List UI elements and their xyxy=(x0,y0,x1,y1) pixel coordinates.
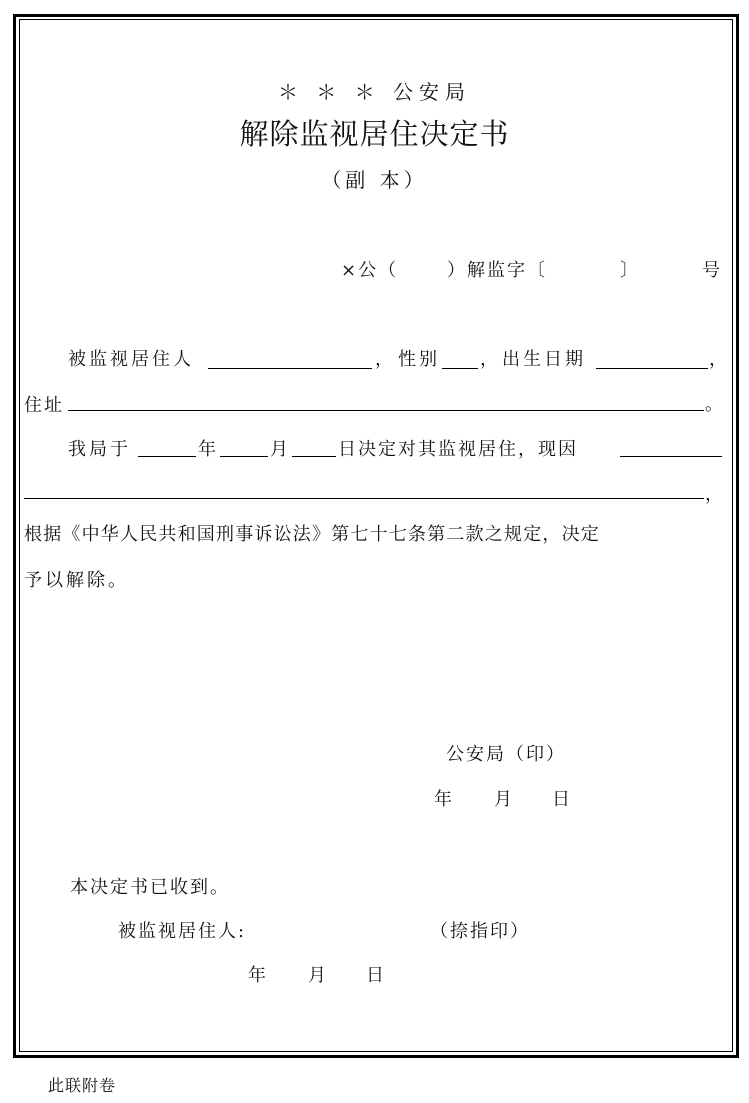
address-label: 住址 xyxy=(24,395,64,416)
year-blank xyxy=(138,456,196,457)
receipt-day: 日 xyxy=(366,965,384,986)
copy-label: （副 本） xyxy=(321,168,428,192)
doc-number-prefix: ×公（ xyxy=(341,260,399,281)
receipt-text: 本决定书已收到。 xyxy=(70,877,230,898)
conclusion-text: 予以解除。 xyxy=(24,570,129,591)
doc-number-close: 〕 xyxy=(620,260,638,281)
comma: ， xyxy=(709,349,727,370)
signature-year: 年 xyxy=(434,789,452,810)
document-title: 解除监视居住决定书 xyxy=(239,117,510,151)
fingerprint-label: （捺指印） xyxy=(430,921,530,942)
gender-label: 性别 xyxy=(398,349,440,370)
birth-date-blank xyxy=(596,368,708,369)
seal-label: 公安局（印） xyxy=(446,744,566,765)
birth-date-label: 出生日期 xyxy=(502,349,586,370)
doc-number-mid: ）解监字〔 xyxy=(447,260,547,281)
bureau-on-label: 我局于 xyxy=(68,439,131,460)
person-name-blank xyxy=(208,368,372,369)
year-label: 年 xyxy=(198,439,216,460)
comma: ， xyxy=(375,349,393,370)
reason-blank-continued xyxy=(24,498,704,499)
agency-name: ＊ ＊ ＊ 公安局 xyxy=(277,80,472,104)
receipt-person-label: 被监视居住人: xyxy=(118,921,247,942)
signature-day: 日 xyxy=(552,789,570,810)
footer-note: 此联附卷 xyxy=(48,1076,117,1095)
comma: ， xyxy=(705,484,723,505)
person-label: 被监视居住人 xyxy=(68,349,194,370)
comma: ， xyxy=(480,349,498,370)
address-blank xyxy=(68,410,704,411)
period: 。 xyxy=(705,394,723,415)
receipt-year: 年 xyxy=(248,965,266,986)
day-blank xyxy=(292,456,336,457)
receipt-month: 月 xyxy=(308,965,326,986)
signature-month: 月 xyxy=(494,789,512,810)
reason-blank xyxy=(620,456,722,457)
gender-blank xyxy=(442,368,478,369)
decision-text: 日决定对其监视居住，现因 xyxy=(338,439,578,460)
legal-basis-text: 根据《中华人民共和国刑事诉讼法》第七十七条第二款之规定，决定 xyxy=(24,524,600,545)
doc-number-suffix: 号 xyxy=(702,260,720,281)
month-label: 月 xyxy=(270,439,288,460)
month-blank xyxy=(220,456,268,457)
